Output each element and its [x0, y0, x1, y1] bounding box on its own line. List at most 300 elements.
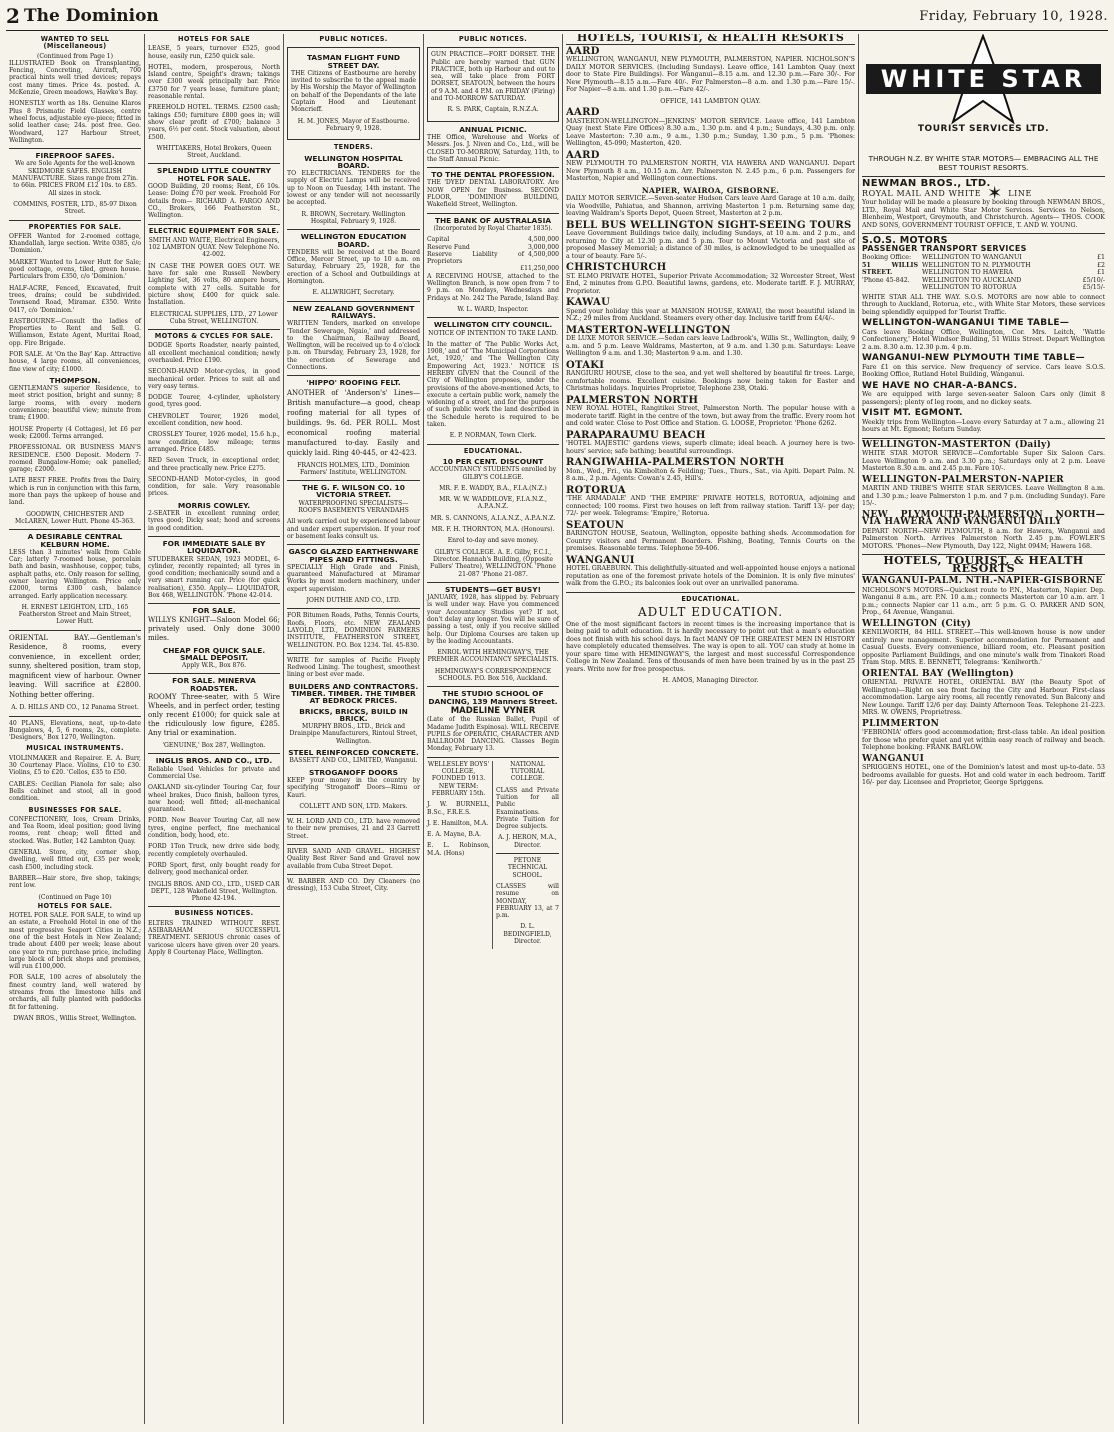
line-text: LINE: [1008, 188, 1032, 198]
booking-info: [862, 254, 918, 292]
advertiser: COMMINS, FOSTER, LTD., 85-97 Dixon Street.: [13, 200, 137, 216]
resort-ad: Leave Government Buildings twice daily, including Sundays, at 10 a.m. and 2 p.m., and returning to City at 12.30 p.m. and 5 p.m. Tour to Mount Victoria and past site of proposed Massey Memorial; a distance of 30 miles, is acknowledged to be unequalled as a tour of beauty. Fare 5/-.: [566, 230, 855, 260]
section-header: PROPERTIES FOR SALE.: [28, 222, 122, 231]
company-ad: Weekly trips from Wellington—Leave every Saturday at 7 a.m., allowing 21 hours at Mt. Egmont; Return Sunday.: [862, 418, 1105, 433]
classified-ad: OAKLAND six-cylinder Touring Car, four wheel brakes, Duco finish, balloon tyres, new hood; well fitted; all-mechanical guaranteed.: [148, 784, 280, 814]
resort-heading: WANGANUI: [566, 554, 635, 566]
resort-heading: PLIMMERTON: [862, 718, 940, 729]
staff-member: MR. F. E. WADDY, B.A., F.I.A.(N.Z.): [439, 484, 547, 492]
advertiser: INGLIS BROS. AND CO., LTD., USED CAR DEPT., 128 Wakefield Street, Wellington. Phone 42-194.: [148, 880, 280, 903]
route-text: MARTIN AND TRIBE'S WHITE STAR SERVICES. Leave Wellington 8 a.m. and 1.30 p.m.; leave Palmerston 1 p.m. and 7 p.m. (including Sunday). Fare 15/-.: [862, 485, 1105, 507]
table-row: [922, 284, 1105, 292]
advertiser: OFFICE, 141 LAMBTON QUAY.: [660, 97, 761, 105]
column-4: [424, 34, 563, 1424]
ad-title: STROGANOFF DOORS: [309, 767, 398, 777]
resort-ad: 'THE ARMADALE' AND 'THE EMPIRE' PRIVATE HOTELS, ROTORUA, adjoining and connected; 100 rooms. First two houses on left from railway station. Tariff 13/- per day; 72/- per week. Telegrams: 'Empire,' Rotorua.: [566, 495, 855, 517]
table-row: [922, 277, 1105, 285]
classified-ad: WILLYS KNIGHT—Saloon Model 66; privately used. Only done 3000 miles.: [148, 615, 280, 642]
divider: [496, 853, 559, 854]
ad-title: GASCO GLAZED EARTHENWARE PIPES AND FITTINGS.: [288, 547, 419, 564]
divider: [862, 233, 1105, 234]
divider: [287, 874, 420, 875]
classified-ad: ROOMY Three-seater, with 5 Wire Wheels, and in perfect order, testing only recent £1000; for quick sale at the ridiculously low figure, £285. Any trial or examination.: [148, 693, 280, 738]
route-text: WHITE STAR MOTOR SERVICE—Comfortable Super Six Saloon Cars. Leave Wellington 9 a.m. and 3.30 p.m.; Saturdays only at 2 p.m. Leave Masterton 8.30 a.m. and 2.45 p.m. Fare 10/-.: [862, 450, 1105, 472]
notice-signature: R. S. PARK, Captain, R.N.Z.A.: [447, 106, 539, 114]
route-heading: NEW PLYMOUTH-PALMERSTON NORTH— VIA HAWERA AND WANGANUI DAILY: [862, 509, 1105, 527]
divider: [427, 317, 559, 318]
continued-note: (Continued from Page 1): [36, 52, 114, 60]
resort-heading: PALMERSTON NORTH: [566, 394, 699, 406]
staff-member: MR. S. CANNONS, A.I.A.N.Z., A.P.A.N.Z.: [430, 514, 556, 522]
ad-title: TASMAN FLIGHT FUND STREET DAY.: [306, 53, 401, 70]
advertiser: JOHN DUTHIE AND CO., LTD.: [306, 597, 401, 605]
column-6: [859, 34, 1108, 1424]
resort-heading: SEATOUN: [566, 519, 625, 531]
company-name: NEWMAN BROS., LTD.: [862, 178, 991, 189]
classified-ad: CHEVROLET Tourer, 1926 model, excellent condition, new hood.: [148, 412, 280, 428]
advertiser: GOODWIN, CHICHESTER AND McLAREN, Lower Hutt. Phone 45-363.: [15, 510, 135, 525]
table-row: [922, 269, 1105, 277]
resort-ad: RANGIURU HOUSE, close to the sea, and yet well sheltered by beautiful fir trees. Large, comfortable rooms. Excellent cuisine. Bookings now being taken for Easter and Christmas holidays. Inquiries Proprietor, Telephone 238, Otaki.: [566, 370, 855, 392]
ad-title: BRICKS, BRICKS, BUILD IN BRICK.: [299, 706, 408, 723]
ad-title: WELLESLEY BOYS' COLLEGE, FOUNDED 1913. NEW TERM: FEBRUARY 15th.: [427, 760, 490, 797]
divider: [862, 438, 1105, 439]
classified-ad: CABLES: Cecilian Pianola for sale; also Bells cabinet and stool, all in good condition.: [9, 780, 141, 803]
ad-title: TO THE DENTAL PROFESSION.: [431, 170, 555, 180]
resort-heading: WANGANUI-PALM. NTH.-NAPIER-GISBORNE: [862, 576, 1103, 586]
advertiser: COLLETT AND SON, LTD. Makers.: [299, 802, 408, 810]
advertiser: FRANCIS HOLMES, LTD., Dominion Farmers' Institute, WELLINGTON.: [297, 461, 410, 476]
divider: [287, 480, 420, 481]
classified-ad: Apply W.R., Box 876.: [181, 662, 247, 670]
article-headline: ADULT EDUCATION.: [637, 605, 784, 619]
notice-signature: E. P. NORMAN, Town Clerk.: [449, 432, 537, 440]
notice-text: A RECEIVING HOUSE, attached to the Wellington Branch, is now open from 7 to 9 p.m. on Mondays, Wednesdays and Fridays at No. 242 The Parade, Island Bay.: [427, 272, 559, 302]
section-header: EDUCATIONAL.: [463, 446, 523, 455]
notice-box: [427, 47, 559, 121]
wellesley-ad: [427, 761, 493, 950]
classified-ad: GENERAL Store, city, corner shop, dwelling, well fitted out, £35 per week; cash £500, including stock.: [9, 849, 141, 871]
divider: [148, 163, 280, 164]
classified-ad: BARBER—Hair store, five shop, takings; rent low.: [9, 874, 141, 890]
notice-signature: E. ALLWRIGHT, Secretary.: [312, 289, 395, 297]
classified-ad: We are Sole Agents for the well-known SKIDMORE SAFES. ENGLISH MANUFACTURE. Sizes range from 27in. to 66in. PRICES FROM £12 10s. to £85. All sizes in stock.: [11, 160, 139, 197]
notice-text: (Late of the Russian Ballet, Pupil of Madame Judith Espinosa). WILL RECEIVE PUPILS for OPERATIC, CHARACTER AND BALLROOM DANCING. Classes Begin Monday, February 13.: [427, 716, 559, 753]
advertiser: MURPHY BROS., LTD., Brick and Drainpipe Manufacturers, Rintoul Street, Wellington.: [289, 723, 418, 745]
notice-text: TENDERS will be received at the Board Office, Mercer Street, up to 10 a.m. on Saturday, February 25, 1928, for the erection of a School and Outbuildings at Hornington.: [287, 248, 420, 286]
resort-ad: MASTERTON-WELLINGTON—JENKINS' MOTOR SERVICE. Leave office, 141 Lambton Quay (next State Fire Offices) 8.30 a.m., 1.30 p.m. and 4 p.m.; Sundays, 4.30 p.m. only. Leave Masterton: 7.30 a.m., 9 a.m., 1.30 p.m.; Sunday, 1.30 p.m., 5 p.m. 'Phones: Wellington, 45-090; Masterton, 420.: [566, 117, 855, 147]
notice-text: TO ELECTRICIANS. TENDERS for the supply of Electric Lamps will be received up to Noon on Tuesday, 14th instant. The lowest or any tender will not necessarily be accepted.: [287, 170, 420, 207]
resort-heading: ROTORUA: [566, 484, 626, 496]
notice-signature: R. BROWN, Secretary. Wellington Hospital, February 9, 1928.: [301, 210, 406, 225]
notice-text: W. H. LORD AND CO., LTD. have removed to their new premises, 21 and 23 Garrett Street.: [287, 818, 420, 840]
divider: [9, 148, 141, 149]
resort-ad: 'HOTEL MAJESTIC' gardens views, superb climate; ideal beach. A journey here is two-hours' service; safe bathing; beautiful surroundings.: [566, 440, 855, 455]
classified-ad: FORD 1Ton Truck, new drive side body, recently completely overhauled.: [148, 843, 280, 858]
notice-text: THE Citizens of Eastbourne are hereby invited to subscribe to the appeal made by His Worship the Mayor of Wellington on behalf of the Dependants of the late Captain Hood and Lieutenant Moncrieff.: [291, 69, 416, 114]
table-cell: £1: [1096, 254, 1105, 261]
resort-heading: KAWAU: [566, 297, 611, 308]
divider: [287, 544, 420, 545]
resort-heading: BELL BUS WELLINGTON SIGHT-SEEING TOURS: [566, 219, 852, 231]
classified-ad: VIOLINMAKER and Repairer. E. A. Burr, 30 Courtenay Place. Violins, £10 to £30. Violins, £5 to £20. 'Cellos, £35 to £50.: [9, 754, 141, 777]
section-header: HOTELS FOR SALE: [178, 35, 250, 43]
notice-text: THE Office, Warehouse and Works of Messrs. Jos. J. Niven and Co., Ltd., will be CLOSED TO-MORROW, Saturday, 11th, to the Staff Annual Picnic.: [427, 133, 559, 163]
resort-ad: BARINGTON HOUSE, Seatoun, Wellington, opposite bathing sheds. Accommodation for Country visitors and Permanent Boarders. Fishing, Boating, Tennis Courts on the premises. Reasonable terms. Telephone 59-406.: [566, 530, 855, 552]
resort-ad: HOTEL GRAEBURN. This delightfully-situated and well-appointed house enjoys a national reputation as one of the foremost private hotels of the Dominion. It is only five minutes' walk from the G.P.O.; its balconies look out over an unrivalled panorama.: [566, 565, 855, 587]
divider: [287, 229, 420, 230]
ad-title: THE G. F. WILSON CO. 10 VICTORIA STREET.: [302, 483, 405, 500]
notice-text: Enrol to-day and save money.: [447, 537, 539, 545]
classified-ad: PROFESSIONAL OR BUSINESS MAN'S RESIDENCE. £500 Deposit. Modern 7-roomed Bungalow-Home; oak panelled; garage; £2000.: [9, 444, 141, 474]
resort-heading: PARAPARAUMU BEACH: [566, 429, 706, 441]
notice-text: WRITE for samples of Pacific Fiveply Redwood Lining. The toughest, smoothest lining or best ever made.: [287, 656, 420, 679]
bank-capital-table: [427, 236, 559, 272]
booking-address: 51 WILLIS STREET.: [862, 261, 918, 276]
resort-heading: ORIENTAL BAY (Wellington): [862, 668, 1014, 679]
notice-text: JANUARY, 1928, has slipped by. February is well under way. Have you commenced your Accountancy Studies yet? If not, don't delay any longer. You will be sure of passing a test, only if you receive skilled help. Our Diploma Courses are taken up by the leading Accountants.: [427, 594, 559, 645]
divider: [148, 329, 280, 330]
advertiser: ELECTRICAL SUPPLIES, LTD., 27 Lower Cuba Street, WELLINGTON.: [150, 310, 278, 325]
notice-signature: H. M. JONES, Mayor of Eastbourne. February 9, 1928.: [297, 117, 410, 132]
timetable-heading: WANGANUI-NEW PLYMOUTH TIME TABLE—: [862, 353, 1085, 363]
table-cell: WELLINGTON TO N. PLYMOUTH: [922, 261, 1031, 269]
notice-text: (Incorporated by Royal Charter 1835).: [433, 224, 553, 232]
ad-title: STUDENTS—GET BUSY!: [445, 584, 541, 594]
divider: [566, 592, 855, 593]
ad-title: WELLINGTON CITY COUNCIL.: [433, 320, 553, 330]
section-header: MOTORS & CYCLES FOR SALE.: [154, 332, 274, 341]
classified-ad: HONESTLY worth as 18s. Genuine Klaros Plus 8 Prismatic Field Glasses, centre wheel focus, adjustable eye-piece; fitted in solid leather case; 24s. post free. Geo. Woodward, 127 Harbour Street, Wellington.: [9, 100, 141, 144]
resort-ad: NICHOLSON'S MOTORS—Quickest route to P.N., Masterton, Napier. Dep. Wanganui 8 a.m., arr. P.N. 10 a.m.; connects Masterton car 10 a.m. arr. 1 p.m.; connects Napier car 11 a.m., arr. 5 p.m. G. O. PARKER AND SON, Prop., 64 Avenue, Wanganui.: [862, 586, 1105, 616]
classified-ad: HOTEL FOR SALE. FOR SALE, to wind up an estate, a Freehold Hotel in one of the most progressive Seaport Cities in N.Z.; one of the best Hotels in New Zealand; trade about £400 per week; lease about one year to run; purchase price, including large block of brick shops and premises, will run £100,000.: [9, 912, 141, 971]
classified-ad: STUDEBAKER SEDAN, 1923 MODEL, 6-cylinder, recently repainted; all tyres in good condition; mechanically sound and a very smart running car. Price (for quick realisation), £350. Apply— LIQUIDATOR, Box 468, WELLINGTON. 'Phone 42-014.: [148, 555, 280, 599]
resort-ad: Spend your holiday this year at MANSION HOUSE, KAWAU, the most beautiful island in N.Z.; 29 miles from Auckland. Steamers every other day. Inclusive tariff from £4/4/-.: [566, 307, 855, 322]
divider: [427, 444, 559, 445]
resort-ad: 'FEBRONIA' offers good accommodation; first-class table. An ideal position for those who prefer quiet and yet within easy reach of railway and beach. Telephone booking. FRANK BARLOW.: [862, 729, 1105, 751]
divider: [148, 753, 280, 754]
ad-title: FOR SALE.: [192, 606, 236, 616]
classified-ad: RED Seven Truck, in exceptional order, and three practically new. Price £275.: [148, 457, 280, 472]
paper-name: The Dominion: [24, 6, 159, 26]
notice-text: ANOTHER of 'Anderson's' Lines— British manufacture—a good, cheap roofing material for all types of buildings. 9s. 6d. PER ROLL. Most economical roofing material manufactured to-day. Easily and quickly laid. Ring 40-445, or 42-423.: [287, 388, 420, 457]
masthead: [6, 4, 1108, 31]
divider: [9, 716, 141, 717]
divider: [287, 814, 420, 815]
ad-title: ANNUAL PICNIC.: [459, 124, 527, 134]
resort-ad: ST. ELMO PRIVATE HOTEL, Superior Private Accommodation; 32 Worcester Street, West End, 2 minutes from G.P.O. Beautiful lawns, gardens, etc. Moderate tariff. F. J. MURRAY, Proprietor.: [566, 272, 855, 295]
classified-ad: DODGE Tourer, 4-cylinder, upholstery good, tyres good.: [148, 394, 280, 409]
resort-heading: AARD: [566, 107, 600, 118]
table-cell: WELLINGTON TO HAWERA: [922, 269, 1013, 276]
advertiser: GILBY'S COLLEGE. A. E. Gilby, F.C.I., Director. Hannah's Building, (Opposite Fullers' Theatre), WELLINGTON. 'Phone 21-087 'Phone 21-087.: [430, 548, 556, 578]
classified-ad: CONFECTIONERY, Ices, Cream Drinks, and Tea Room, ideal position; good living rooms, rent cheap; well fitted and stocked. Was. Butler, 142 Lambton Quay.: [9, 815, 141, 845]
divider: [148, 673, 280, 674]
advertiser: DWAN BROS., Willis Street, Wellington.: [13, 1014, 137, 1022]
section-header: BUSINESS NOTICES.: [174, 909, 254, 918]
classified-ad: GENTLEMAN'S superior Residence, to meet strict position, bright and sunny; 8 large rooms, with every modern convenience; beautiful view; minute from tram; £1900.: [9, 385, 141, 422]
divider: [287, 608, 420, 609]
white-star-emblem-icon: [862, 34, 1105, 126]
divider: [862, 176, 1105, 177]
ad-title: FOR SALE. MINERVA ROADSTER.: [172, 676, 256, 693]
classified-ad: LEASE, 5 years, turnover £525, good house, easily run, £250 quick sale.: [148, 45, 280, 60]
advertiser: A. J. HERON, M.A., Director.: [498, 834, 557, 849]
logo-text: WHITE STAR: [880, 65, 1087, 93]
resort-heading: AARD: [566, 45, 600, 57]
advertiser: D. L. BEDINGFIELD, Director.: [503, 923, 552, 945]
advertiser: HEMINGWAY'S CORRESPONDENCE SCHOOLS. P.O. Box 516, Auckland.: [434, 667, 552, 683]
classified-ad: DODGE Sports Roadster, nearly painted, all excellent mechanical condition; newly overhauled. Price £190.: [148, 342, 280, 364]
company-ad: Your holiday will be made a pleasure by booking through NEWMAN BROS., LTD., Royal Mail and White Star Motor Services. Services to Nelson, Blenheim, Westport, Greymouth, and Christchurch. Agents— THOS. COOK AND SONS, GOVERNMENT TOURIST OFFICE, T. AND W. YOUNG.: [862, 199, 1105, 229]
classified-ad: LESS than 3 minutes' walk from Cable Car; latterly 7-roomed house, porcelain bath and basin, washhouse, copper, tubs, asphalt paths, etc. Only reason for selling, owner leaving Wellington. Price only £2000, terms £300 cash, balance arranged. Early application necessary.: [9, 548, 141, 600]
table-cell: Capital: [427, 236, 450, 244]
table-cell: WELLINGTON TO WANGANUI: [922, 254, 1022, 261]
tutorial-ad: [496, 761, 559, 950]
table-row: [427, 251, 559, 266]
ad-title: THE STUDIO SCHOOL OF DANCING, 139 Manners Street.: [428, 689, 558, 706]
section-header: ELECTRIC EQUIPMENT FOR SALE.: [148, 226, 280, 235]
divider: [287, 375, 420, 376]
classified-ad: IN CASE THE POWER GOES OUT. WE have for sale one Russell Newbery Lighting Set, 36 volts, 80 ampere hours, complete with 27 cells. Suitable for picture show, £400 for quick sale. Installation.: [148, 262, 280, 307]
divider: [9, 220, 141, 221]
classified-ad: ILLUSTRATED Book on Transplanting, Fencing, Concreting, Aircraft, 700 practical hints well tried devices; repays cost many times. Price 4s. posted. A. McKenzie, Green meadows, Hawke's Bay.: [9, 59, 141, 97]
divider: [9, 630, 141, 631]
continued-note: (Continued on Page 10): [38, 893, 112, 901]
resort-heading: WELLINGTON (City): [862, 618, 972, 629]
timetable-heading: VISIT MT. EGMONT.: [862, 408, 963, 418]
classified-ad: 2-SEATER in excellent running order, tyres good; Dicky seat; hood and screens in good condition.: [148, 510, 280, 532]
classified-ad: FORD. New Beaver Touring Car, all new tyres, engine perfect, fine mechanical condition, body, hood, etc.: [148, 817, 280, 840]
table-cell: Reserve Liability of Proprietors: [427, 250, 524, 266]
classified-ad: FOR SALE, 100 acres of absolutely the finest country land, well watered by streams from the limestone hills and orchards, all fully planted with paddocks fit for fattening.: [9, 974, 141, 1011]
ad-title: BUILDERS AND CONTRACTORS. TIMBER. TIMBER. THE TIMBER AT BEDROCK PRICES.: [288, 681, 419, 706]
resort-heading: RANGIWAHIA-PALMERSTON NORTH: [566, 457, 785, 468]
table-row: [427, 265, 559, 272]
notice-text: In the matter of 'The Public Works Act, 1908,' and of 'The Municipal Corporations Act, 1920,' and 'The Wellington City Empowering Act, 1923.' NOTICE IS HEREBY GIVEN that the Council of the City of Wellington proposes, under the provisions of the above-mentioned Acts, to execute a certain public work, namely the widening of a street, and for the purposes of such public work the land described in the Schedule hereto is required to be taken.: [427, 340, 559, 429]
education-ads-row: [427, 761, 559, 950]
notice-text: SPECIALLY High Grade and Finish, guaranteed Manufactured at Miramar Works by most modern machinery, under expert supervision.: [287, 563, 420, 593]
divider: [287, 301, 420, 302]
advertiser: BASSETT AND CO., LIMITED, Wanganui.: [289, 757, 418, 765]
company-name: S.O.S. MOTORS: [862, 235, 948, 246]
classified-ad: FREEHOLD HOTEL. TERMS. £2500 cash; takings £50; furniture £800 goes in; will show clear profit of £700; balance 3 years, 6½ per cent. Stock valuation, about £500.: [148, 104, 280, 141]
route-heading: WELLINGTON-PALMERSTON-NAPIER: [862, 474, 1064, 485]
table-cell: [427, 265, 516, 272]
ad-title: NATIONAL TUTORIAL COLLEGE.: [510, 760, 545, 783]
notice-text: KEEP your money in the country by specifying 'Stroganoff' Doors—Rimu or Kauri.: [287, 776, 420, 799]
article-body: One of the most significant factors in recent times is the increasing importance that is being paid to adult education. It is hardly necessary to point out that a man's education does not finish with his school days. In fact MANY OF THE GREATEST MEN IN HISTORY have completely educated themselves. The way is open to all. YOU can study at home in your spare time with HEMINGWAY'S, the largest and most successful Correspondence College in New Zealand. Tens of thousands of men have been trained by us in the past 25 years. Write now for free prospectus.: [566, 620, 855, 673]
divider: [427, 582, 559, 583]
notice-text: W. BARBER AND CO. Dry Cleaners (no dressing), 153 Cuba Street, City.: [287, 877, 420, 893]
resort-ad: SPRIGGENS HOTEL, one of the Dominion's latest and most up-to-date. 53 bedrooms available for guests. Hot and cold water in each bedroom. Tariff 16/- per day. Licensee and Proprietor, George Spriggens.: [862, 764, 1105, 786]
resort-ad: NEW ROYAL HOTEL, Rangitikei Street, Palmerston North. The popular house with a moderate tariff. Right in the centre of the town, but away from the traffic. Every room hot and cold water. Close to Post Office and Station. G. LOOSE, Proprietor. 'Phone 6262.: [566, 405, 855, 427]
classified-ad: Reliable Used Vehicles for private and Commercial Use.: [148, 765, 280, 780]
article-signature: H. AMOS, Managing Director.: [662, 677, 759, 684]
classified-ad: ELTERS TRAINED WITHOUT REST. ASIBARAHAM SUCCESSFUL TREATMENT. SERIOUS chronic cases of varicose ulcers have given over 20 years. Apply 8 Courtenay Place, Wellington.: [148, 919, 280, 956]
column-1: [6, 34, 145, 1424]
column-5: [563, 34, 859, 1424]
ad-title: THE BANK OF AUSTRALASIA: [434, 215, 552, 225]
resort-heading: CHRISTCHURCH: [566, 262, 667, 273]
ad-title: CHEAP FOR QUICK SALE. SMALL DEPOSIT.: [162, 645, 266, 662]
notice-text: RIVER SAND AND GRAVEL. HIGHEST Quality Best River Sand and Gravel now available from Cuba Street Depot.: [287, 848, 420, 870]
table-cell: 4,500,000: [527, 236, 559, 244]
section-header: EDUCATIONAL.: [681, 594, 740, 603]
resort-ad: NEW PLYMOUTH TO PALMERSTON NORTH, VIA HAWERA AND WANGANUI. Depart New Plymouth 8 a.m., 10.15 a.m. Arr. Palmerston N. 2.45 p.m., 6 p.m. Passengers for Masterton, Napier and Wellington connections.: [566, 160, 855, 182]
divider: [427, 686, 559, 687]
column-3: [284, 34, 424, 1424]
ad-title: INGLIS BROS. AND CO., LTD.: [155, 756, 273, 766]
classified-ad: EASTBOURNE—Consult the ladies of Properties to Rent and Sell. G. Williamson, Estate Agent, Muritai Road, opp. Fire Brigade.: [9, 317, 141, 347]
company-ad: WHITE STAR ALL THE WAY. S.O.S. MOTORS are now able to connect through to Auckland, Rotorua, etc., with White Star Motors, these services being splendidly equipped for Tourist Traffic.: [862, 293, 1105, 316]
table-cell: WELLINGTON TO AUCKLAND: [922, 276, 1022, 284]
ad-title: A DESIRABLE CENTRAL KELBURN HOME.: [27, 532, 123, 549]
table-cell: £11,250,000: [520, 265, 559, 273]
ad-title: WELLINGTON HOSPITAL BOARD.: [304, 153, 403, 170]
notice-text: CLASSES will resume on MONDAY, FEBRUARY 13, at 7 p.m.: [496, 882, 559, 920]
resort-heading: WANGANUI: [862, 753, 925, 764]
classified-ad: LATE BEST FREE. Profits from the Dairy, which is run in conjunction with this farm, more than pays the upkeep of house and land.: [9, 477, 141, 507]
notice-signature: W. L. WARD, Inspector.: [457, 305, 529, 313]
classified-ad: FORD Sport, first, only bought ready for delivery, good mechanical order.: [148, 861, 280, 877]
classified-ad: FOR SALE. At 'On the Bay' Kap. Attractive house, 4 large rooms, all conveniences, fine view of city; £1000.: [9, 350, 141, 373]
ad-title: 10 PER CENT. DISCOUNT: [442, 456, 544, 466]
notice-text: GUN PRACTICE—FORT DORSET. THE Public are hereby warned that GUN PRACTICE, both up Harbour and out to sea, will take place from FORT DORSET, SEATOUN, between the hours of 9 A.M. and 4 P.M. on FRIDAY (Firing) and TO-MORROW SATURDAY.: [431, 51, 555, 103]
ad-title: THOMPSON.: [49, 375, 101, 385]
fares-table: [922, 254, 1105, 292]
notice-text: FOR Bitumen Roads, Paths, Tennis Courts, Roofs, Floors, etc. NEW ZEALAND LAYOLD, LTD., DOMINION FARMERS INSTITUTE, FEATHERSTON STREET, WELLINGTON. P.O. Box 1234. Tel. 45-830.: [287, 612, 420, 649]
resort-ad: Mon., Wed., Fri., via Kimbolton & Feilding; Tues., Thurs., Sat., via Apiti. Depart Palm. N. 8 a.m., 2 p.m. Agents: Cowan's 2.45, Hill's.: [566, 467, 855, 482]
staff-member: MR. F. H. THORNTON, M.A. (Honours).: [431, 526, 555, 534]
resort-heading: OTAKI: [566, 359, 605, 371]
classified-ad: MARKET Wanted to Lower Hutt for Sale; good cottage, ovens, tiled, green house. Particulars from £350, c/o 'Dominion.': [9, 258, 141, 281]
tagline: THROUGH N.Z. BY WHITE STAR MOTORS— EMBRACING ALL THE BEST TOURIST RESORTS.: [868, 154, 1099, 172]
notice-text: ACCOUNTANCY STUDENTS enrolled by GILBY'S COLLEGE.: [429, 466, 557, 481]
classified-ad: SECOND-HAND Motor-cycles, in good condition, for sale. Very reasonable prices.: [148, 475, 280, 498]
table-cell: Reserve Fund: [427, 243, 470, 251]
page-number: 2: [6, 4, 20, 28]
advertiser: 'GENUINE,' Box 287, Wellington.: [162, 742, 266, 750]
table-cell: £5/15/-: [1082, 284, 1105, 291]
divider: [9, 529, 141, 530]
royal-mail-text: ROYAL MAIL AND WHITE: [862, 188, 982, 198]
booking-label: Booking Office:: [862, 254, 912, 261]
ad-title: MADELINE VYNER: [450, 705, 536, 716]
classified-ad: CROSSLEY Tourer, 1926 model, 15.6 h.p., new condition, low mileage; terms arranged. Price £485.: [148, 431, 280, 453]
section-header: BUSINESSES FOR SALE.: [28, 805, 122, 814]
staff-member: J. E. Hamilton, M.A.: [427, 819, 489, 827]
resort-ad: ORIENTAL PRIVATE HOTEL, ORIENTAL BAY (the Beauty Spot of Wellington)—Right on sea front facing the City and Harbour. First-class accommodation. Large airy rooms, all recently renovated. Sun Balcony and New Lounge. Tariff 12/6 per day. Dainty Afternoon Teas. Telephone 21-223. MRS. W. OWENS, Proprietress.: [862, 679, 1105, 716]
star-icon: ✶: [987, 182, 1003, 204]
issue-date: Friday, February 10, 1928.: [919, 9, 1108, 24]
booking-phone: 'Phone 45-842.: [862, 276, 910, 284]
notice-text: All work carried out by experienced labour and under expert supervision. If your roof or basement leaks consult us.: [287, 518, 420, 540]
timetable-heading: WELLINGTON-WANGANUI TIME TABLE—: [862, 318, 1070, 328]
logo-subtitle: TOURIST SERVICES LTD.: [917, 124, 1050, 134]
staff-member: J. W. BURNELL, B.Sc., F.R.E.S.: [427, 801, 490, 816]
table-cell: £1: [1096, 269, 1105, 276]
ad-title: NEW ZEALAND GOVERNMENT RAILWAYS.: [292, 303, 415, 320]
timetable-heading: WE HAVE NO CHAR-A-BANCS.: [862, 380, 1018, 391]
divider: [148, 906, 280, 907]
table-cell: £5/10/-: [1082, 276, 1105, 284]
staff-member: E. L. Robinson, M.A. (Hons): [427, 842, 490, 857]
table-row: [427, 244, 559, 251]
notice-text: ENROL WITH HEMINGWAY'S, THE PREMIER ACCOUNTANCY SPECIALISTS.: [427, 649, 559, 664]
white-star-logo: [862, 34, 1105, 152]
ad-title: SPLENDID LITTLE COUNTRY HOTEL FOR SALE.: [157, 166, 271, 183]
classified-ad: HALF-ACRE, Fenced, Excavated, fruit trees, drains; could be subdivided. Townsend Road, Miramar. £350. Write 0417, c/o 'Dominion.': [9, 284, 141, 314]
advertiser: A. D. HILLS AND CO., 12 Panama Street.: [11, 704, 139, 712]
classified-ad: GOOD Building, 20 rooms; Rent, £6 10s. Lease: Doing £70 per week. Freehold For details from— RICHARD A. FARGO AND CO., Brokers, 166 Featherston St., Wellington.: [148, 183, 280, 220]
table-row: [922, 262, 1105, 270]
ad-title: PETONE TECHNICAL SCHOOL.: [507, 857, 548, 879]
table-cell: £2: [1096, 261, 1105, 269]
section-header: TENDERS.: [333, 143, 374, 152]
notice-text: WATERPROOFING SPECIALISTS— ROOFS BASEMENTS VERANDAHS: [298, 499, 409, 515]
resort-ad: DAILY MOTOR SERVICE.—Seven-seater Hudson Cars leave Aard Garage at 10 a.m. daily, via Woodville, Pahiatua, and Shannon, arriving Masterton 1 p.m. Returning same day, leaving Waldram's Sports Depot, Queen Street, Masterton at 2 p.m.: [566, 195, 855, 217]
classified-ad: ORIENTAL BAY.—Gentleman's Residence, 8 rooms, every convenience, in excellent order, sunny, sheltered position, tram stop, magnificent view of harbour. Owner leaving. Will sacrifice at £2800. Nothing better offering.: [9, 633, 141, 699]
classified-ad: 40 PLANS, Elevations, neat, up-to-date Bungalows, 4, 5, 6 rooms, 2s., complete. 'Designers,' Box 1270, Wellington.: [9, 719, 141, 742]
company-subtitle: PASSENGER TRANSPORT SERVICES: [862, 243, 1027, 253]
section-header: HOTELS, TOURIST, & HEALTH RESORTS: [862, 554, 1105, 575]
notice-text: NOTICE OF INTENTION TO TAKE LAND.: [428, 329, 558, 337]
divider: [287, 844, 420, 845]
section-header: HOTELS FOR SALE.: [37, 901, 113, 910]
ad-title: MORRIS COWLEY.: [177, 500, 251, 510]
resort-ad: WELLINGTON, WANGANUI, NEW PLYMOUTH, PALMERSTON, NAPIER. NICHOLSON'S DAILY MOTOR SERVICES. (Including Sundays). Leave office, 141 Lambton Quay (next door to State Fire Buildings). For Wanganui—8.15 a.m. and 12.30 p.m.—Fare 30/-. For New Plymouth—8.15 a.m.—Fare 40/-. For Palmerston—8 a.m. and 1.30 p.m.—Fare 15/-. For Napier—8 a.m. and 1.30 p.m.—Fare 42/-.: [566, 56, 855, 93]
ad-title: FIREPROOF SAFES.: [35, 151, 115, 161]
section-header: WANTED TO SELL (Miscellaneous): [40, 35, 110, 51]
advertiser: H. ERNEST LEIGHTON, LTD., 165 Featherston Street and Main Street, Lower Hutt.: [18, 603, 132, 626]
section-header: MUSICAL INSTRUMENTS.: [26, 744, 124, 753]
section-header: PUBLIC NOTICES.: [319, 35, 388, 43]
ad-title: 'HIPPO' ROOFING FELT.: [306, 378, 401, 388]
divider: [427, 757, 559, 758]
divider: [427, 213, 559, 214]
classified-ad: HOUSE Property (4 Cottages), let £6 per week; £2000. Terms arranged.: [9, 425, 141, 440]
classified-ad: OFFER Wanted for 2-roomed cottage, Khandallah, large section. Write 0385, c/o 'Dominion.': [9, 232, 141, 255]
divider: [148, 536, 280, 537]
divider: [287, 653, 420, 654]
table-cell: 3,000,000: [527, 243, 559, 251]
ad-title: FOR IMMEDIATE SALE BY LIQUIDATOR.: [162, 538, 266, 556]
table-row: [922, 254, 1105, 262]
classified-ad: HOTEL, modern, prosperous, North Island centre, Speight's drawn; takings over £300 week principally bar. Price £3750 for 7 years lease, furniture plant; reasonable rental.: [148, 63, 280, 101]
divider: [427, 167, 559, 168]
timetable-text: Fare £1 on this service. New frequency of service. Cars leave S.O.S. Booking Office, Rutland Hotel Building, Wanganui.: [862, 363, 1105, 378]
route-heading: WELLINGTON-MASTERTON (Daily): [862, 439, 1052, 450]
notice-text: WRITTEN Tenders, marked on envelope 'Tender Sewerage, Ngaio,' and addressed to the Chairman, Railway Board, Wellington, will be received up to 4 o'clock p.m. on Thursday, February 23, 1928, for the erection of Sewerage and Connections.: [287, 320, 420, 371]
section-header: HOTELS, TOURIST, & HEALTH RESORTS: [566, 34, 855, 45]
notice-box: [287, 47, 420, 140]
table-row: [427, 236, 559, 243]
sos-booking-block: [862, 254, 1105, 292]
classified-ad: SECOND-HAND Motor-cycles, in good mechanical order. Prices to suit all and very easy terms.: [148, 368, 280, 390]
company-ad: We are equipped with large seven-seater Saloon Cars only (limit 8 passengers); plenty of leg room, and no dickey seats.: [862, 391, 1105, 406]
divider: [148, 603, 280, 604]
notice-text: CLASS and Private Tuition for all Public Examinations. Private Tuition for Degree subjects.: [496, 786, 559, 831]
resort-ad: DE LUXE MOTOR SERVICE.—Sedan cars leave Ladbrook's, Willis St., Wellington, daily, 9 a.m. and 5 p.m. Leave Waldrams, Masterton, at 9 a.m. and 1.30 p.m. Saturdays: Leave Wellington 9 a.m. and 1.30; Masterton 9 a.m. and 1.30.: [566, 335, 855, 357]
resort-heading: MASTERTON-WELLINGTON: [566, 324, 731, 336]
advertiser: SMITH AND WAITE, Electrical Engineers, 102 LAMBTON QUAY. New Telephone No. 42-002.: [148, 236, 280, 259]
route-text: DEPART NORTH—NEW PLYMOUTH, 8 a.m. for Hawera, Wanganui and Palmerston North. Arrives Palmerston North 2.45 p.m. FOWLER'S MOTORS. 'Phones—New Plymouth, Day 122, Night 094M; Hawera 168.: [862, 527, 1105, 550]
column-2: [145, 34, 284, 1424]
resort-heading: NAPIER, WAIROA, GISBORNE.: [641, 185, 780, 195]
staff-member: MR. W. W. WADDILOVE, F.I.A.N.Z., A.P.A.N.Z.: [439, 496, 547, 511]
table-cell: 4,500,000: [527, 250, 559, 258]
